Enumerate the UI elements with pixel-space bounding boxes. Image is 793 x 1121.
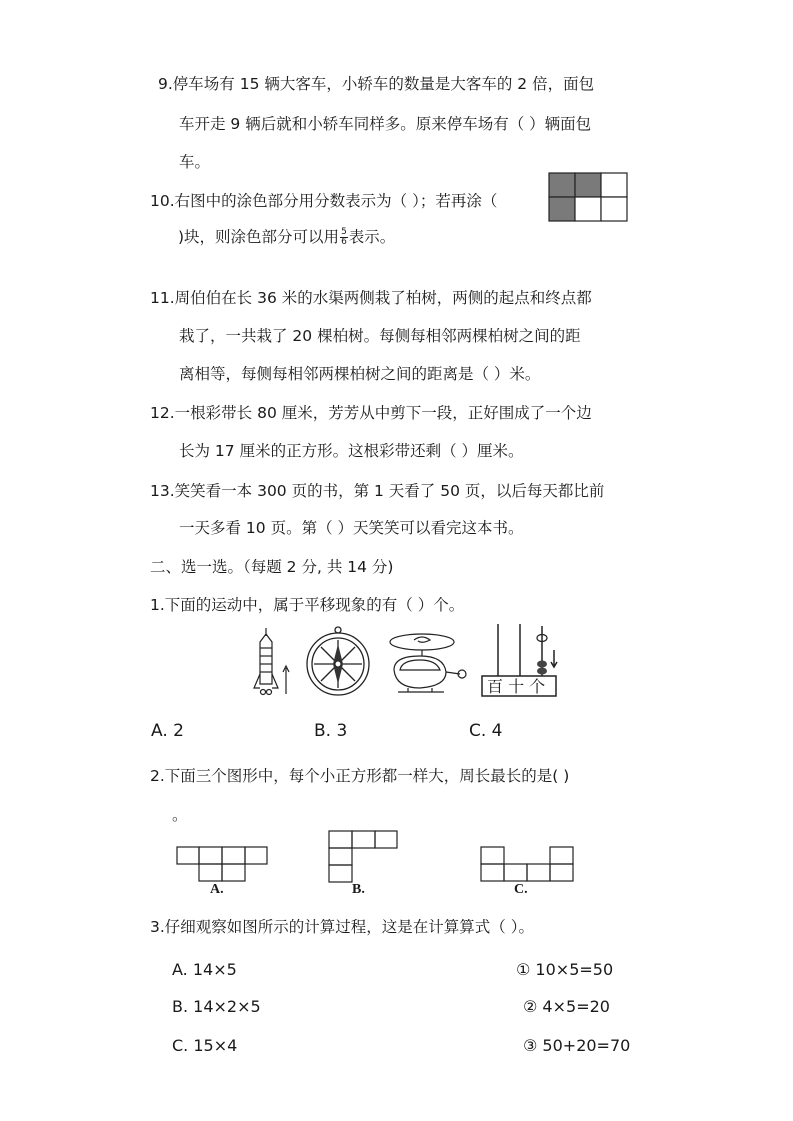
- grid-cell-shaded: [549, 173, 575, 197]
- q10-line2-suffix: 表示。: [348, 228, 396, 246]
- q10-fraction-numerator: 5: [341, 227, 347, 237]
- figure-b-shape: [328, 830, 400, 884]
- abacus-label: 百 十 个: [487, 677, 546, 696]
- q9-line3: 车。: [179, 153, 211, 171]
- s2-question: 2.下面三个图形中，每个小正方形都一样大，周长最长的是( ): [150, 767, 570, 785]
- q10-line2-prefix: )块，则涂色部分可以用: [178, 228, 340, 246]
- q10-fraction-denominator: 6: [341, 237, 347, 247]
- s1-option-b: B. 3: [314, 721, 348, 741]
- helicopter-icon: [384, 630, 468, 698]
- grid-cell-shaded: [549, 197, 575, 221]
- figure-b-label: B.: [352, 882, 365, 897]
- compass-icon: [304, 626, 372, 698]
- q10-line1: 10.右图中的涂色部分用分数表示为（ ）；若再涂（: [150, 192, 498, 210]
- s3-step-2: ② 4×5=20: [523, 997, 610, 1016]
- grid-cell-shaded: [575, 173, 601, 197]
- q12-line2: 长为 17 厘米的正方形。这根彩带还剩（ ）厘米。: [179, 442, 524, 460]
- rocket-icon: [248, 626, 294, 698]
- q9-line1: 9.停车场有 15 辆大客车，小轿车的数量是大客车的 2 倍，面包: [158, 75, 595, 93]
- section2-title: 二、选一选。（每题 2 分, 共 14 分): [150, 558, 394, 576]
- q9-line2: 车开走 9 辆后就和小轿车同样多。原来停车场有（ ）辆面包: [179, 115, 592, 133]
- q11-line1: 11.周伯伯在长 36 米的水渠两侧栽了柏树，两侧的起点和终点都: [150, 289, 592, 307]
- s3-option-b: B. 14×2×5: [172, 997, 261, 1016]
- s1-option-c: C. 4: [469, 721, 503, 741]
- q11-line3: 离相等，每侧每相邻两棵柏树之间的距离是（ ）米。: [179, 365, 541, 383]
- q13-line1: 13.笑笑看一本 300 页的书，第 1 天看了 50 页，以后每天都比前: [150, 482, 605, 500]
- q10-fraction: [340, 228, 348, 247]
- q12-line1: 12.一根彩带长 80 厘米，芳芳从中剪下一段，正好围成了一个边: [150, 404, 592, 422]
- grid-cell-blank: [575, 197, 601, 221]
- q11-line2: 栽了，一共栽了 20 棵柏树。每侧每相邻两棵柏树之间的距: [179, 327, 581, 345]
- q13-line2: 一天多看 10 页。第（ ）天笑笑可以看完这本书。: [179, 519, 524, 537]
- grid-cell-blank: [601, 197, 627, 221]
- figure-a-shape: [176, 846, 270, 884]
- s1-question: 1.下面的运动中，属于平移现象的有（ ）个。: [150, 596, 465, 614]
- s3-step-1: ① 10×5=50: [516, 960, 614, 979]
- q10-fraction-grid: [548, 172, 628, 222]
- s2-question-tail: 。: [172, 806, 188, 824]
- figure-c-shape: [480, 846, 576, 884]
- grid-cell-blank: [601, 173, 627, 197]
- s3-step-3: ③ 50+20=70: [523, 1036, 631, 1055]
- s3-option-a: A. 14×5: [172, 960, 237, 979]
- s3-question: 3.仔细观察如图所示的计算过程，这是在计算算式（ ）。: [150, 918, 534, 936]
- figure-c-label: C.: [514, 882, 528, 897]
- figure-a-label: A.: [210, 882, 224, 897]
- s1-option-a: A. 2: [151, 721, 184, 741]
- s3-option-c: C. 15×4: [172, 1036, 238, 1055]
- q10-line2: [178, 227, 395, 247]
